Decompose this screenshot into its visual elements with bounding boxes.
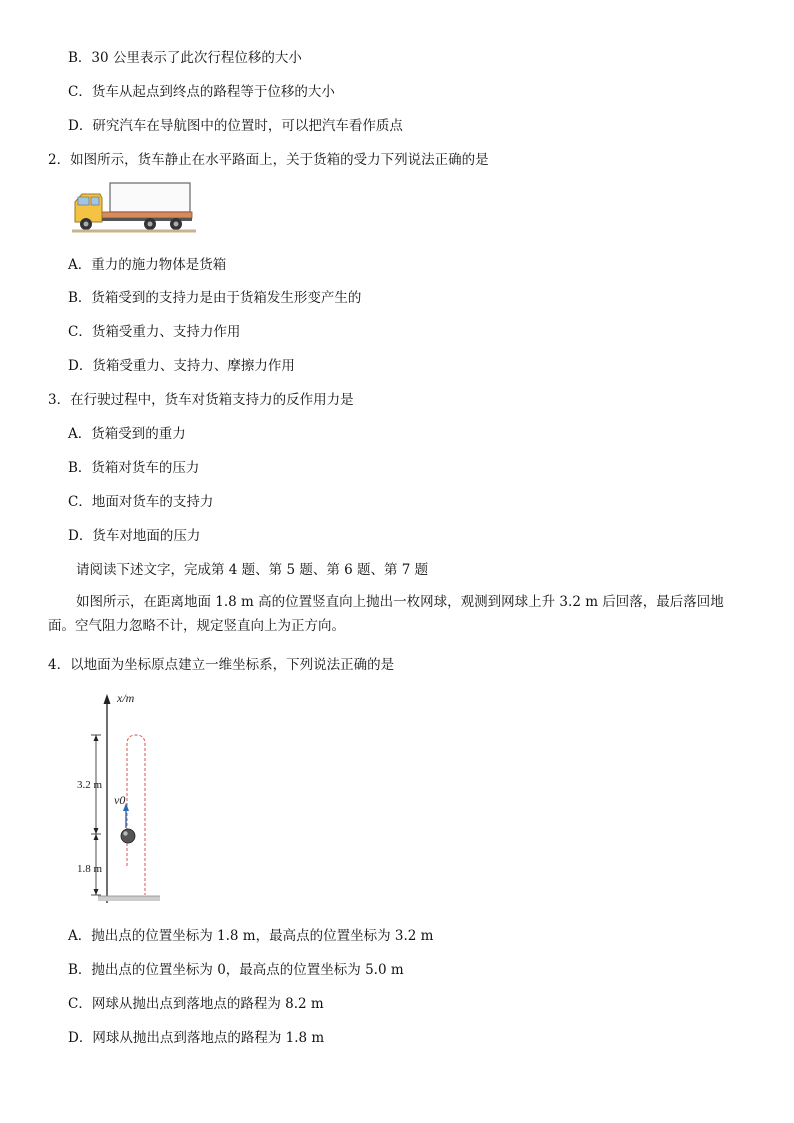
cargo-box [110, 183, 190, 212]
height-label-upper: 3.2 m [77, 779, 103, 791]
velocity-label: v0 [114, 793, 126, 807]
q2-option-d: D．货箱受重力、支持力、摩擦力作用 [68, 358, 295, 374]
q1-option-d: D．研究汽车在导航图中的位置时，可以把汽车看作质点 [68, 118, 403, 134]
ball-trajectory-figure [72, 688, 182, 910]
x-axis-arrow [104, 694, 111, 704]
reading-passage: 如图所示，在距离地面 1.8 m 高的位置竖直向上抛出一枚网球，观测到网球上升 3.2 m 后回落，最后落回地面。空气阻力忽略不计，规定竖直向上为正方向。 [48, 594, 724, 634]
q4-stem: 4．以地面为坐标原点建立一维坐标系，下列说法正确的是 [48, 657, 395, 673]
q1-option-c: C．货车从起点到终点的路程等于位移的大小 [68, 84, 335, 100]
truck-illustration [72, 180, 196, 236]
q4-option-b: B．抛出点的位置坐标为 0，最高点的位置坐标为 5.0 m [68, 962, 404, 978]
reading-intro: 请阅读下述文字，完成第 4 题、第 5 题、第 6 题、第 7 题 [76, 562, 429, 578]
q3-stem: 3．在行驶过程中，货车对货箱支持力的反作用力是 [48, 392, 354, 408]
truck-bed [102, 212, 192, 218]
ground [98, 896, 160, 901]
q1-option-b: B．30 公里表示了此次行程位移的大小 [68, 50, 302, 66]
q3-option-c: C．地面对货车的支持力 [68, 494, 214, 510]
q4-option-a: A．抛出点的位置坐标为 1.8 m，最高点的位置坐标为 3.2 m [68, 928, 434, 944]
q2-option-c: C．货箱受重力、支持力作用 [68, 324, 241, 340]
q3-option-a: A．货箱受到的重力 [68, 426, 186, 442]
height-label-lower: 1.8 m [77, 863, 103, 875]
q2-option-b: B．货箱受到的支持力是由于货箱发生形变产生的 [68, 290, 362, 306]
q2-stem: 2．如图所示，货车静止在水平路面上，关于货箱的受力下列说法正确的是 [48, 152, 489, 168]
q4-option-c: C．网球从抛出点到落地点的路程为 8.2 m [68, 996, 324, 1012]
q4-option-d: D．网球从抛出点到落地点的路程为 1.8 m [68, 1030, 325, 1046]
q3-option-b: B．货箱对货车的压力 [68, 460, 200, 476]
trajectory-path [127, 735, 145, 895]
q2-option-a: A．重力的施力物体是货箱 [68, 257, 227, 273]
x-axis-label: x/m [117, 691, 135, 705]
tennis-ball [121, 829, 135, 843]
q3-option-d: D．货车对地面的压力 [68, 528, 201, 544]
